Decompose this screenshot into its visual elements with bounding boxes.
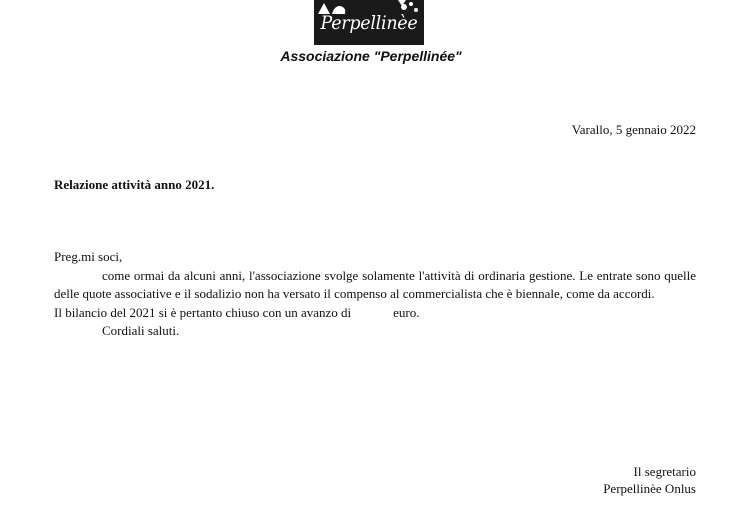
signature-role: Il segretario [633,464,696,479]
letter-date: Varallo, 5 gennaio 2022 [571,122,696,137]
association-logo [314,0,424,45]
letter-paragraph: come ormai da alcuni anni, l'associazione svolge solamente l'attività di ordinaria gestione. Le entrate sono quelle delle quote associative e il sodalizio non ha versato il compenso al commercialista che è biennale, come da accordi. [54,267,696,301]
redacted-amount [351,308,393,320]
letter-greeting: Preg.mi soci, [54,249,123,264]
letter-closing: Cordiali saluti. [102,323,180,338]
balance-text: Il bilancio del 2021 si è pertanto chiuso con un avanzo di [54,304,352,320]
logo-text: Perpellinèe [320,12,418,34]
association-name: Associazione "Perpellinée" [280,48,462,64]
balance-unit: euro. [393,304,420,320]
letter-subject: Relazione attività anno 2021. [54,177,215,192]
signature-block [603,463,696,497]
letter-body [54,248,696,341]
signature-organization: Perpellinèe Onlus [603,481,696,496]
balance-line [54,304,696,323]
